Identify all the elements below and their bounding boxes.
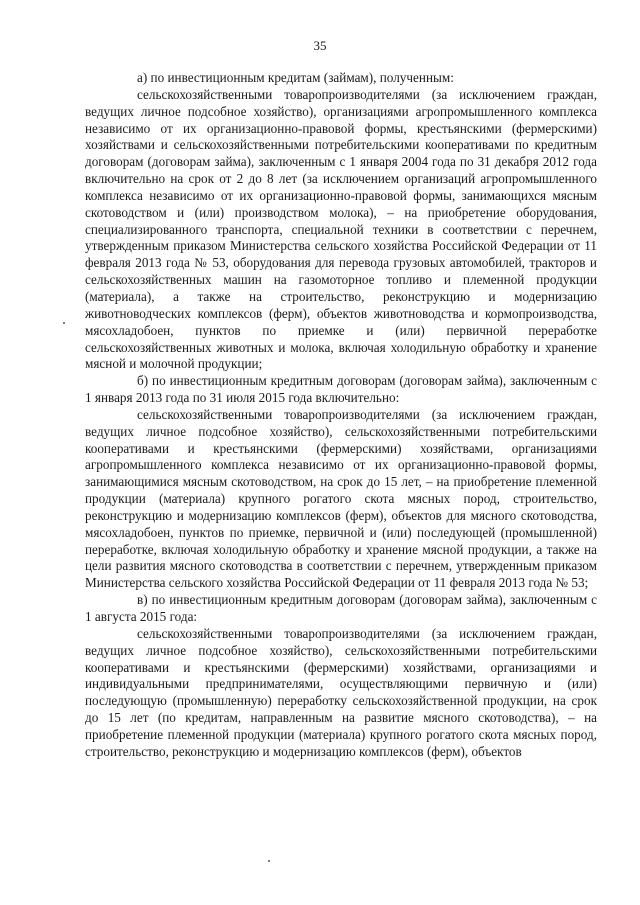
paragraph-item-b: б) по инвестиционным кредитным договорам (договорам займа), заключенным с 1 января 2013 года по 31 июля 2015 года включительно: bbox=[85, 373, 597, 406]
paragraph-item-a: а) по инвестиционным кредитам (займам), полученным: bbox=[137, 70, 454, 85]
page-number: 35 bbox=[313, 38, 327, 53]
paragraph-v-body: сельскохозяйственными товаропроизводителями (за исключением граждан, ведущих личное подсобное хозяйство), сельскохозяйственными потребительскими кооперативами и крестьянскими (фермерскими) хозяйствами, организациями и индивидуальными предпринимателями, осуществляющими первичную и (или) последующую (промышленную) переработку сельскохозяйственной продукции, на срок до 15 лет (по кредитам, направленным на развитие мясного скотоводства), – на приобретение племенной продукции (материала) крупного рогатого скота мясных пород, строительство, реконструкцию и модернизацию комплексов (ферм), объектов bbox=[85, 625, 597, 759]
scan-speck bbox=[63, 322, 65, 324]
paragraph-a-body: сельскохозяйственными товаропроизводителями (за исключением граждан, ведущих личное подсобное хозяйство), организациями агропромышленного комплекса независимо от их организационно-правовой формы, крестьянскими (фермерскими) хозяйствами и сельскохозяйственными потребительскими кооперативами по кредитным договорам (договорам займа), заключенным с 1 января 2004 года по 31 декабря 2012 года включительно на срок от 2 до 8 лет (за исключением организаций агропромышленного комплекса независимо от их организационно-правовой формы, занимающихся мясным скотоводством и (или) производством молока), – на приобретение оборудования, специализированного транспорта, специальной техники в соответствии с перечнем, утвержденным приказом Министерства сельского хозяйства Российской Федерации от 11 февраля 2013 года № 53, оборудования для перевода грузовых автомобилей, тракторов и сельскохозяйственных машин на газомоторное топливо и племенной продукции (материала), а также на строительство, реконструкцию и модернизацию животноводческих комплексов (ферм), объектов животноводства и кормопроизводства, мясохладобоен, пунктов по приемке и (или) первичной переработке сельскохозяйственных животных и молока, включая холодильную обработку и хранение мясной и молочной продукции; bbox=[85, 86, 597, 372]
scan-speck bbox=[268, 860, 270, 862]
paragraph-item-v: в) по инвестиционным кредитным договорам (договорам займа), заключенным с 1 августа 2015 года: bbox=[85, 592, 597, 624]
document-body bbox=[85, 70, 597, 761]
paragraph-b-body: сельскохозяйственными товаропроизводителями (за исключением граждан, ведущих личное подсобное хозяйство), сельскохозяйственными потребительскими кооперативами и крестьянскими (фермерскими) хозяйствами, организациями агропромышленного комплекса независимо от их организационно-правовой формы, занимающимися мясным скотоводством, на срок до 15 лет, – на приобретение племенной продукции (материала) крупного рогатого скота мясных пород, строительство, реконструкцию и модернизацию комплексов (ферм), объектов для мясного скотоводства, мясохладобоен, пунктов по приемке, первичной и (или) последующей (промышленной) переработке, включая холодильную обработку и хранение мясной продукции, а также на цели развития мясного скотоводства в соответствии с перечнем, утвержденным приказом Министерства сельского хозяйства Российской Федерации от 11 февраля 2013 года № 53; bbox=[85, 406, 597, 591]
